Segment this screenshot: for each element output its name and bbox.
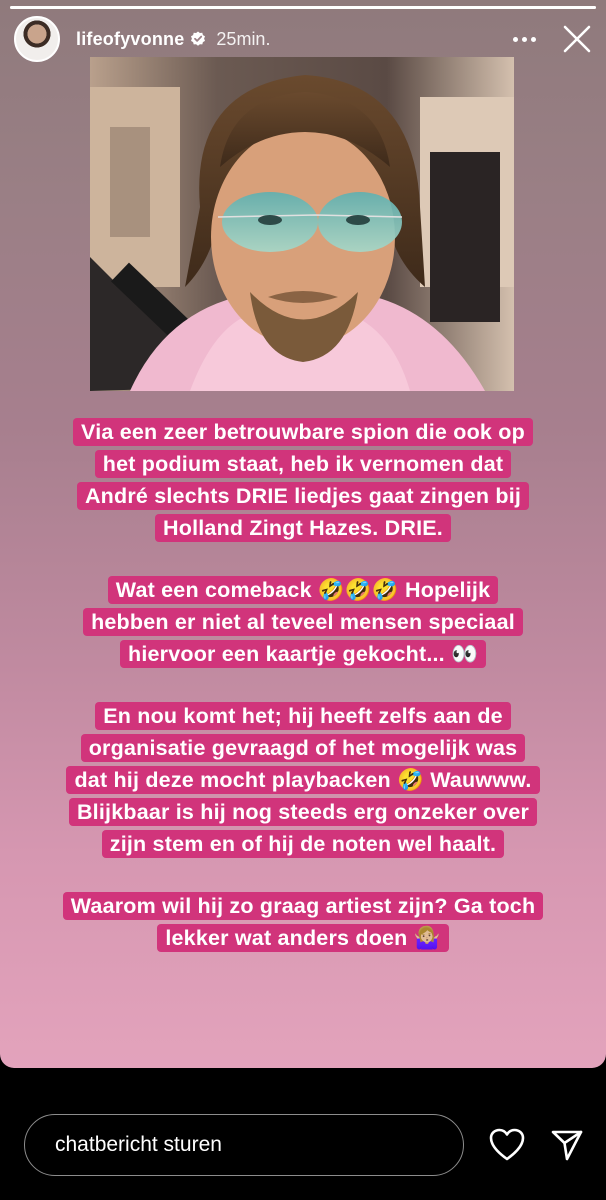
caption-line: Via een zeer betrouwbare spion die ook op [73, 418, 533, 446]
send-icon[interactable] [550, 1128, 584, 1162]
more-icon[interactable] [513, 24, 536, 54]
caption-line: Holland Zingt Hazes. DRIE. [155, 514, 451, 542]
story-progress-bar [10, 6, 596, 9]
caption-line: Blijkbaar is hij nog steeds erg onzeker over [69, 798, 537, 826]
caption-line: En nou komt het; hij heeft zelfs aan de [95, 702, 511, 730]
caption-line: organisatie gevraagd of het mogelijk was [81, 734, 526, 762]
caption-block [20, 700, 586, 860]
heart-icon[interactable] [489, 1128, 525, 1162]
reply-input[interactable] [53, 1132, 437, 1158]
caption-block [20, 416, 586, 544]
caption-line: zijn stem en of hij de noten wel haalt. [102, 830, 505, 858]
caption-line: lekker wat anders doen 🤷🏼‍♀️ [157, 924, 448, 952]
story-photo [90, 57, 514, 391]
caption-line: hiervoor een kaartje gekocht... 👀 [120, 640, 486, 668]
story-progress-fill [10, 6, 596, 9]
caption-block [20, 574, 586, 670]
caption-line: Wat een comeback 🤣🤣🤣 Hopelijk [108, 576, 498, 604]
caption-block [20, 890, 586, 954]
caption-line: André slechts DRIE liedjes gaat zingen bij [77, 482, 529, 510]
avatar[interactable] [14, 16, 60, 62]
post-time: 25min. [216, 28, 271, 49]
verified-badge-icon [190, 31, 206, 47]
caption-line: het podium staat, heb ik vernomen dat [95, 450, 511, 478]
story-header [14, 16, 592, 62]
caption-line: dat hij deze mocht playbacken 🤣 Wauwww. [66, 766, 539, 794]
story-captions [20, 416, 586, 954]
reply-field[interactable] [24, 1114, 464, 1176]
username[interactable]: lifeofyvonne [76, 28, 185, 49]
caption-line: Waarom wil hij zo graag artiest zijn? Ga toch [63, 892, 544, 920]
caption-line: hebben er niet al teveel mensen speciaal [83, 608, 523, 636]
close-icon[interactable] [562, 24, 592, 54]
